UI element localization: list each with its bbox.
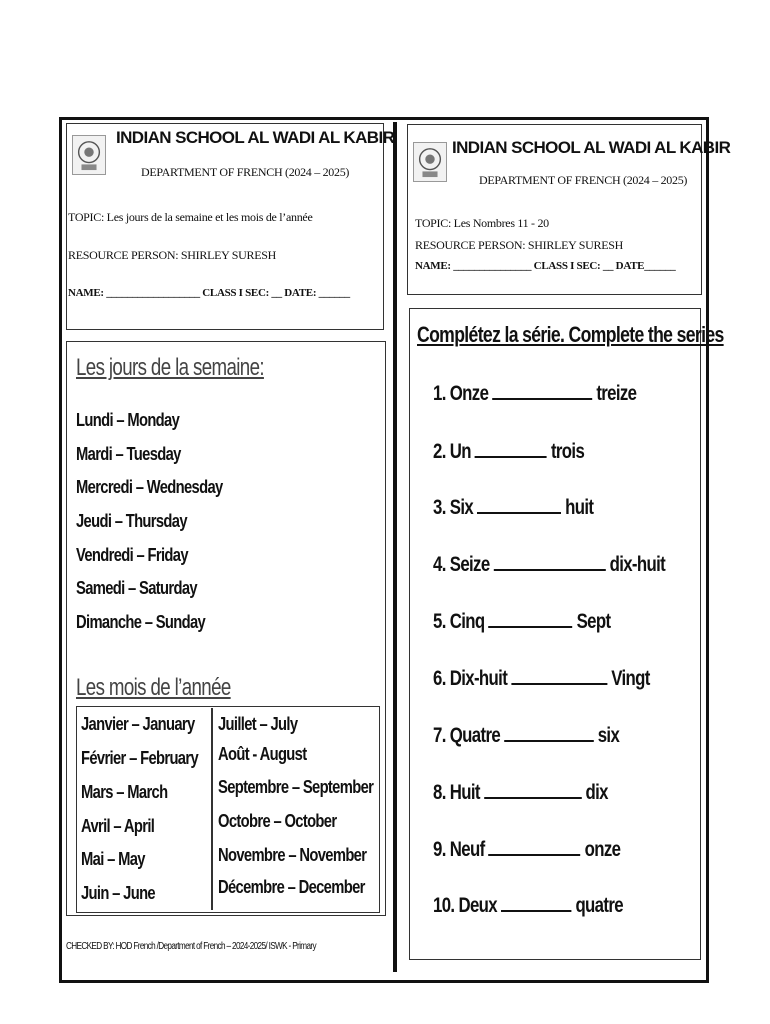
day-item: Mardi – Tuesday (76, 444, 181, 464)
month-item: Août - August (218, 744, 307, 764)
months-table-divider (211, 708, 213, 910)
day-item: Mercredi – Wednesday (76, 477, 223, 497)
right-resource-person: RESOURCE PERSON: SHIRLEY SURESH (415, 238, 623, 252)
series-item (433, 610, 610, 634)
answer-blank[interactable] (504, 724, 594, 742)
left-name-line: NAME: __________________ CLASS I SEC: __ DATE: ______ (68, 287, 350, 299)
answer-blank[interactable] (489, 838, 581, 856)
day-item: Lundi – Monday (76, 410, 180, 430)
month-item: Septembre – September (218, 777, 374, 797)
column-divider (393, 122, 397, 972)
day-item: Jeudi – Thursday (76, 511, 187, 531)
series-item-start: 9. Neuf (433, 838, 489, 861)
series-item-end: Sept (572, 610, 611, 633)
series-item-start: 5. Cinq (433, 610, 489, 633)
left-resource-person: RESOURCE PERSON: SHIRLEY SURESH (68, 248, 276, 262)
series-item-start: 2. Un (433, 440, 475, 463)
school-crest-icon-right (413, 142, 447, 182)
month-item: Avril – April (81, 816, 155, 836)
school-crest-icon (72, 135, 106, 175)
series-item-end: trois (546, 440, 585, 463)
month-item: Décembre – December (218, 877, 365, 897)
series-title: Complétez la série. Complete the series (417, 322, 724, 347)
answer-blank[interactable] (511, 667, 607, 685)
series-item-end: onze (580, 838, 621, 861)
series-item-end: quatre (571, 894, 623, 917)
left-school-name: INDIAN SCHOOL AL WADI AL KABIR (116, 128, 395, 147)
answer-blank[interactable] (475, 440, 547, 458)
answer-blank[interactable] (492, 382, 592, 400)
month-item: Mars – March (81, 782, 168, 802)
answer-blank[interactable] (501, 894, 571, 912)
series-item (433, 553, 665, 577)
series-item-start: 10. Deux (433, 894, 502, 917)
checked-by-footer: CHECKED BY: HOD French /Department of French – 2024-2025/ ISWK - Primary (66, 941, 316, 952)
series-item-end: Vingt (607, 667, 650, 690)
series-item-start: 3. Six (433, 496, 478, 519)
answer-blank[interactable] (494, 553, 606, 571)
series-item (433, 724, 619, 748)
series-item (433, 667, 650, 691)
month-item: Janvier – January (81, 714, 195, 734)
series-item (433, 838, 620, 862)
series-item-end: treize (592, 382, 637, 405)
day-item: Vendredi – Friday (76, 545, 188, 565)
month-item: Novembre – November (218, 845, 367, 865)
series-item-end: dix (581, 781, 608, 804)
series-item-start: 4. Seize (433, 553, 494, 576)
month-item: Juillet – July (218, 714, 298, 734)
month-item: Octobre – October (218, 811, 337, 831)
month-item: Février – February (81, 748, 199, 768)
right-topic: TOPIC: Les Nombres 11 - 20 (415, 216, 549, 230)
day-item: Dimanche – Sunday (76, 612, 206, 632)
series-item-start: 1. Onze (433, 382, 493, 405)
left-topic: TOPIC: Les jours de la semaine et les mois de l’année (68, 210, 313, 224)
answer-blank[interactable] (489, 610, 573, 628)
series-item (433, 496, 593, 520)
answer-blank[interactable] (484, 781, 582, 799)
series-item-start: 7. Quatre (433, 724, 505, 747)
months-heading: Les mois de l’année (76, 674, 231, 701)
series-item-end: dix-huit (605, 553, 666, 576)
day-item: Samedi – Saturday (76, 578, 197, 598)
days-heading: Les jours de la semaine: (76, 354, 264, 381)
month-item: Mai – May (81, 849, 145, 869)
answer-blank[interactable] (477, 496, 561, 514)
series-item (433, 781, 608, 805)
right-name-line: NAME: _______________ CLASS I SEC: __ DATE______ (415, 260, 676, 272)
right-school-name: INDIAN SCHOOL AL WADI AL KABIR (452, 138, 731, 157)
series-item (433, 440, 584, 464)
series-item-end: huit (561, 496, 594, 519)
month-item: Juin – June (81, 883, 155, 903)
series-item-end: six (593, 724, 620, 747)
series-item (433, 382, 636, 406)
series-item-start: 6. Dix-huit (433, 667, 512, 690)
series-item (433, 894, 623, 918)
series-item-start: 8. Huit (433, 781, 484, 804)
left-department: DEPARTMENT OF FRENCH (2024 – 2025) (141, 165, 350, 179)
right-department: DEPARTMENT OF FRENCH (2024 – 2025) (479, 173, 688, 187)
